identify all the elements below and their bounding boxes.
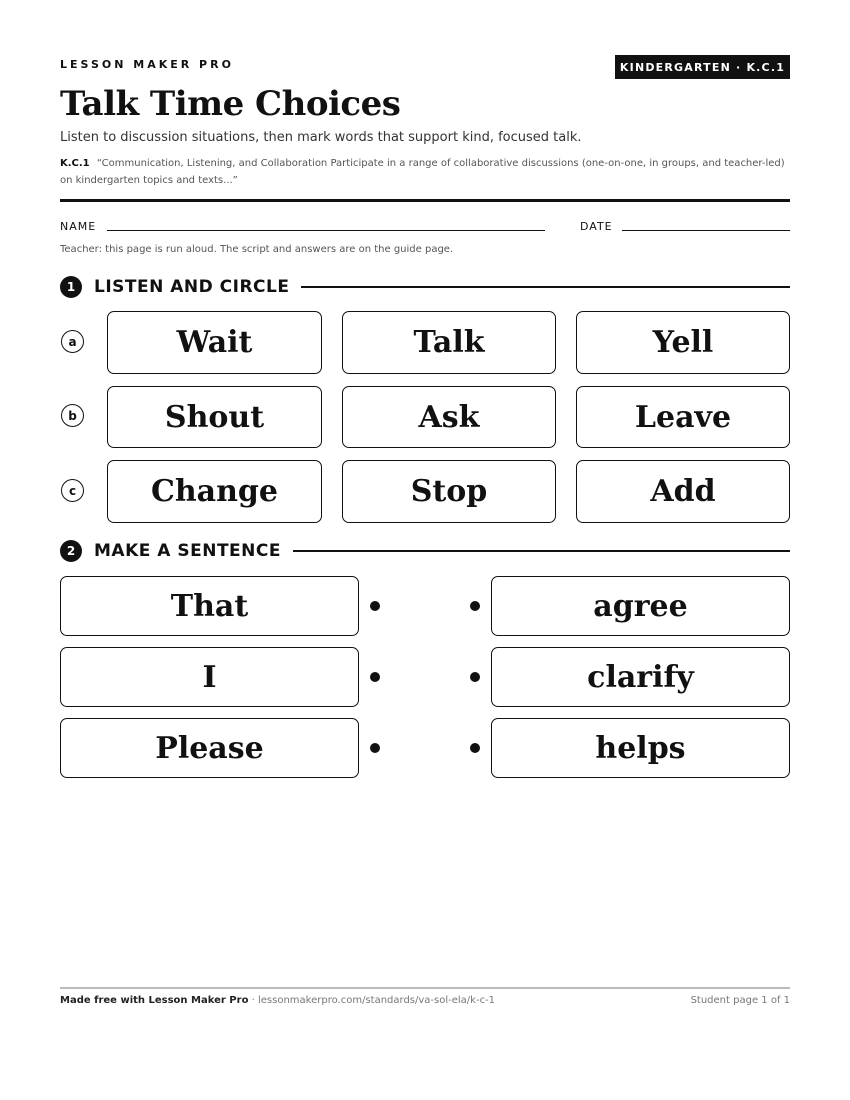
date-field[interactable] [622,230,790,231]
teacher-note: Teacher: this page is run aloud. The script and answers are on the guide page. [60,244,454,255]
row-c-marker: c [61,479,84,502]
word-card-stop[interactable]: Stop [342,460,556,523]
sentence-start-please[interactable]: Please [60,718,359,778]
section-2-number: 2 [60,540,82,562]
word-card-add[interactable]: Add [576,460,790,523]
sentence-start-i[interactable]: I [60,647,359,707]
match-dot-right-2[interactable] [470,672,480,682]
row-a-marker: a [61,330,84,353]
word-card-shout[interactable]: Shout [107,386,322,448]
footer-credit [60,995,495,1006]
page-subtitle: Listen to discussion situations, then mark words that support kind, focused talk. [60,130,582,145]
section-1-header [60,276,790,298]
match-dot-right-1[interactable] [470,601,480,611]
section-2-title: MAKE A SENTENCE [94,541,281,561]
sentence-start-that[interactable]: That [60,576,359,636]
sentence-end-helps[interactable]: helps [491,718,790,778]
page-title: Talk Time Choices [60,84,401,124]
sentence-end-agree[interactable]: agree [491,576,790,636]
row-b-marker: b [61,404,84,427]
match-dot-left-1[interactable] [370,601,380,611]
footer-separator: · [248,995,258,1006]
section-2-rule [293,550,790,552]
standard-code: K.C.1 [60,158,90,169]
footer-divider [60,987,790,989]
date-label: DATE [580,220,613,233]
word-card-ask[interactable]: Ask [342,386,556,448]
footer-url[interactable]: lessonmakerpro.com/standards/va-sol-ela/k-c-1 [257,995,496,1006]
section-1-rule [301,286,790,288]
name-field[interactable] [107,230,545,231]
word-card-change[interactable]: Change [107,460,322,523]
match-dot-right-3[interactable] [470,743,480,753]
match-dot-left-2[interactable] [370,672,380,682]
section-2-header [60,540,790,562]
footer-made-with: Made free with Lesson Maker Pro [60,995,249,1006]
sentence-end-clarify[interactable]: clarify [491,647,790,707]
standard-text: “Communication, Listening, and Collaboration Participate in a range of collaborative discussions (one-on-one, in groups, and teacher-led) on kindergarten topics and texts...” [60,158,785,186]
word-card-leave[interactable]: Leave [576,386,790,448]
word-card-talk[interactable]: Talk [342,311,556,374]
brand-name: LESSON MAKER PRO [60,58,234,71]
word-card-yell[interactable]: Yell [576,311,790,374]
word-card-wait[interactable]: Wait [107,311,322,374]
grade-badge: KINDERGARTEN · K.C.1 [615,55,790,79]
header-divider [60,199,790,202]
section-1-number: 1 [60,276,82,298]
footer-page-label: Student page 1 of 1 [690,995,790,1006]
match-dot-left-3[interactable] [370,743,380,753]
standard-description [60,155,795,189]
section-1-title: LISTEN AND CIRCLE [94,277,290,297]
name-label: NAME [60,220,97,233]
